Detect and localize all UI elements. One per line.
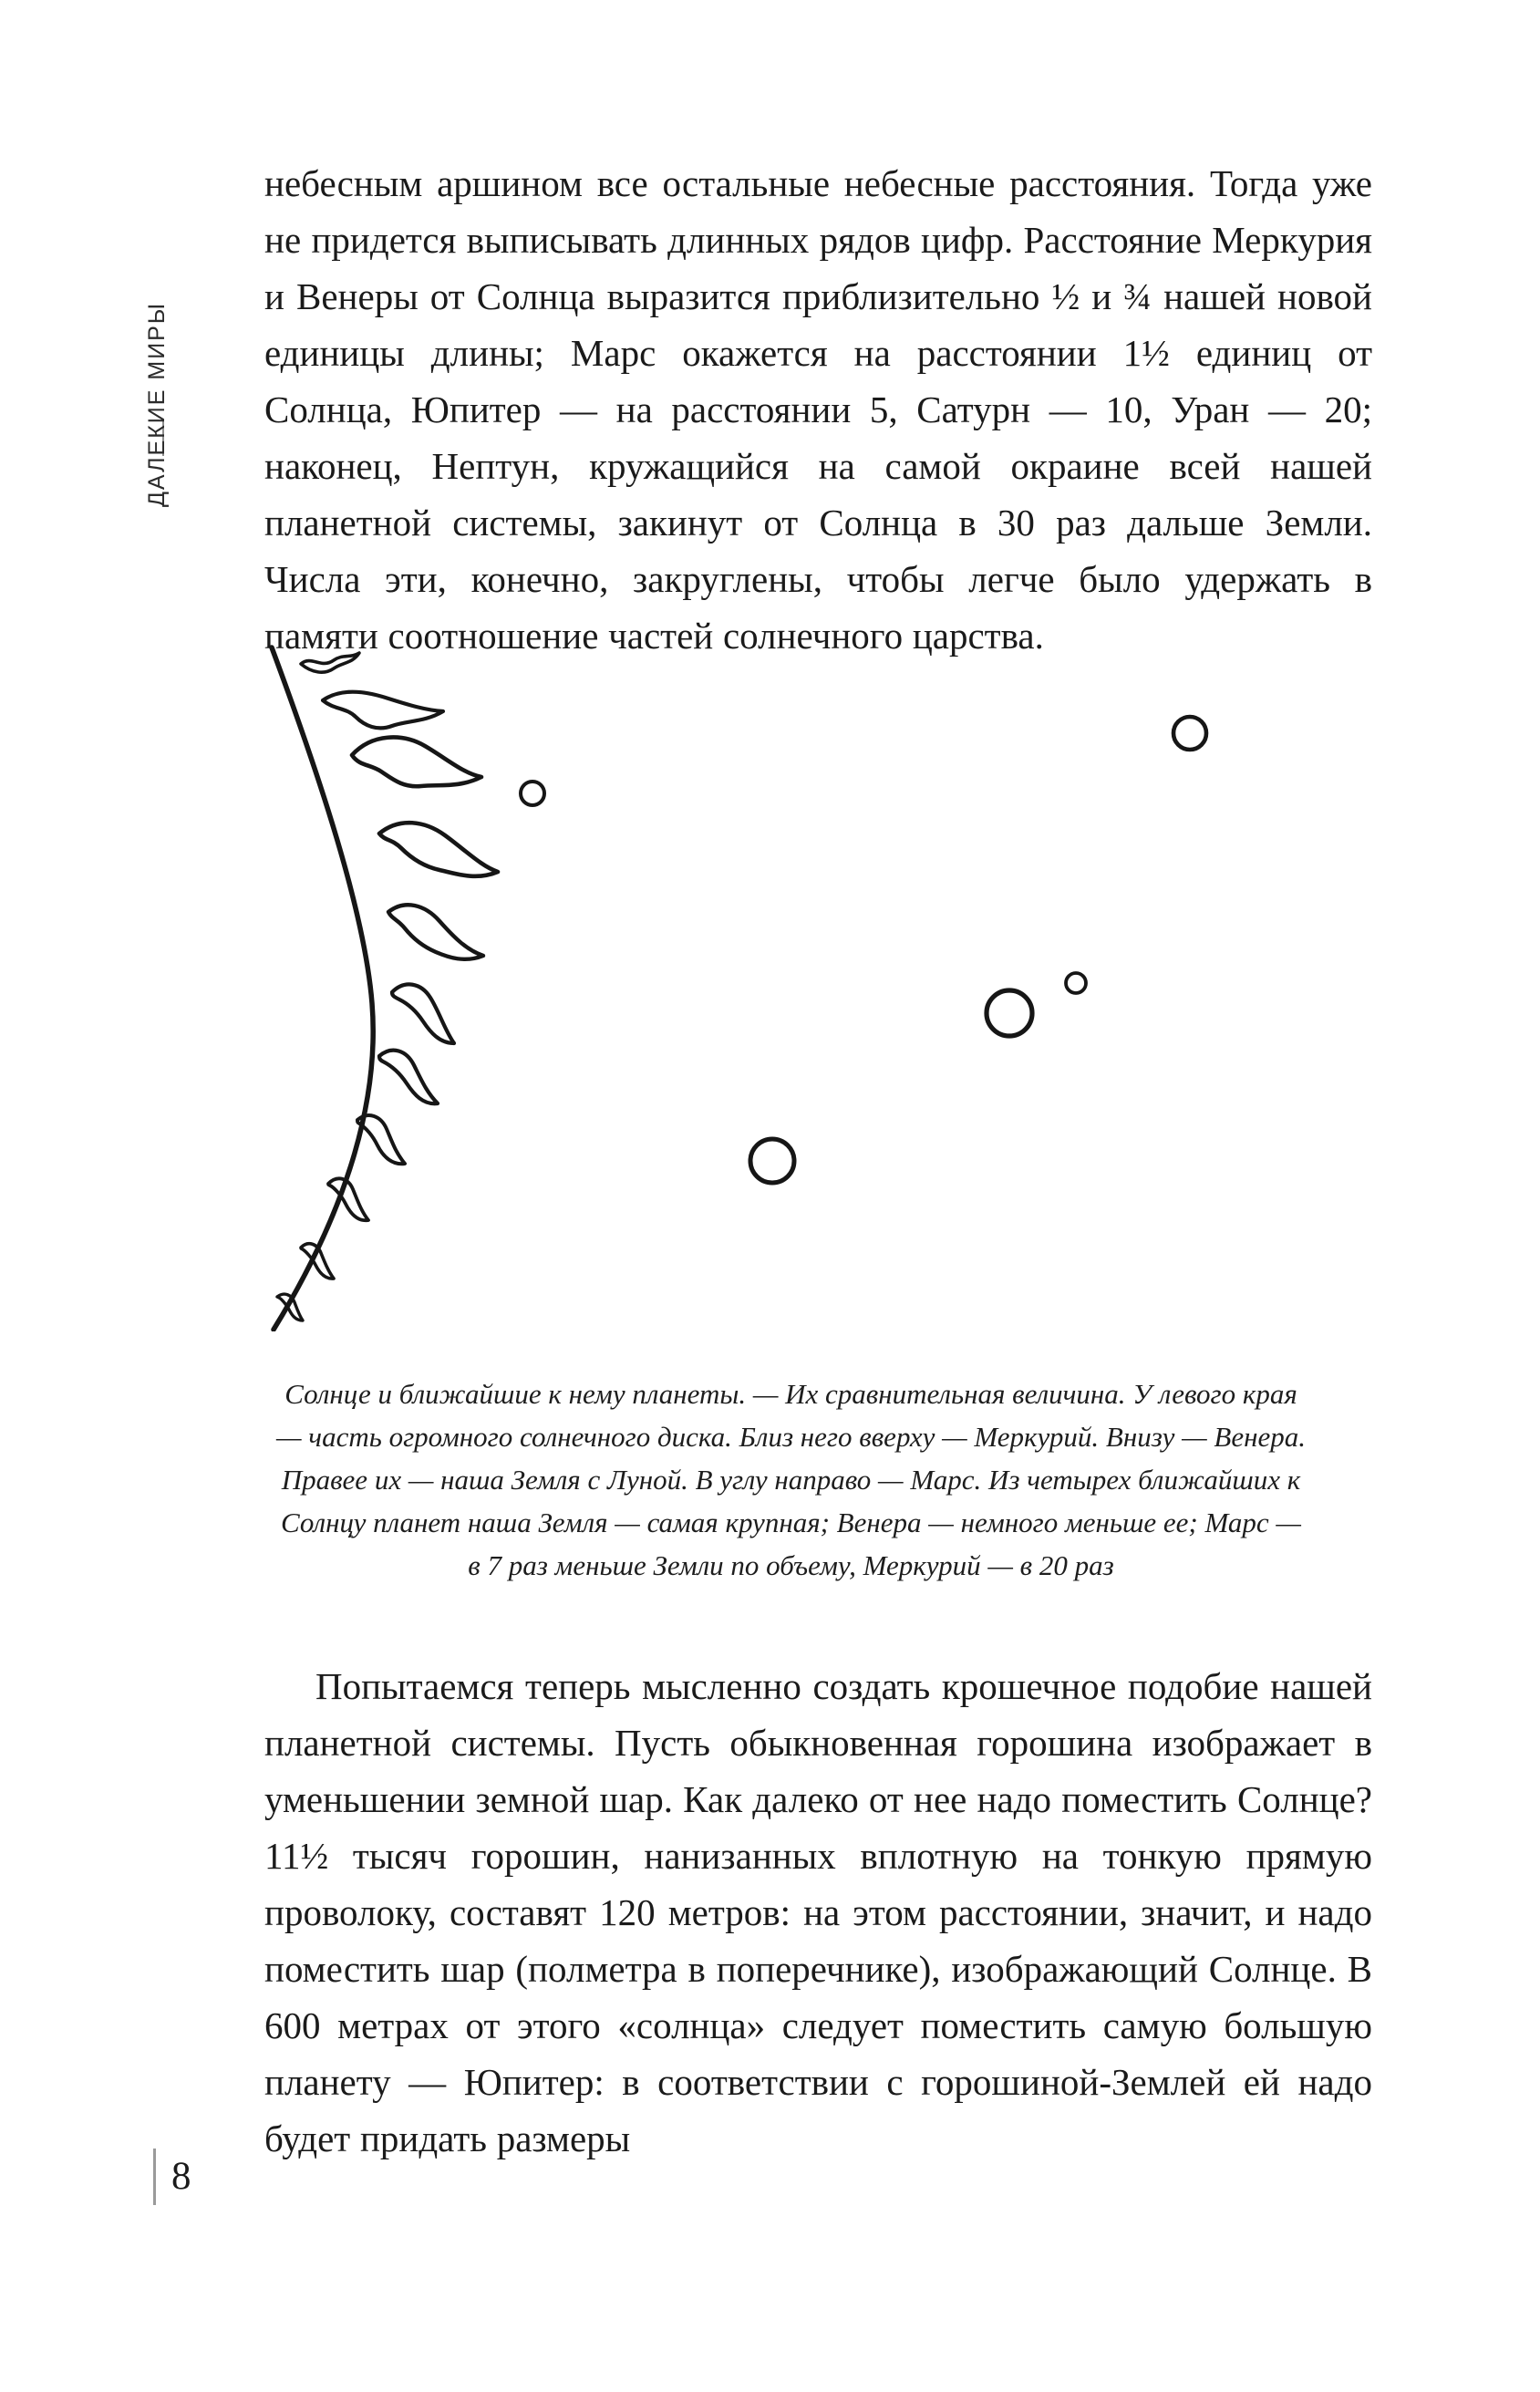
- prominence-2: [323, 692, 443, 729]
- prominence-4: [379, 823, 498, 876]
- planet-earth: [987, 990, 1032, 1036]
- planet-mercury: [521, 782, 544, 805]
- page-number: 8: [171, 2155, 191, 2198]
- figure-drawing: [264, 638, 1372, 1331]
- planet-venus: [750, 1139, 794, 1183]
- prominence-3: [352, 738, 481, 787]
- paragraph-new: Попытаемся теперь мысленно создать крошечное подобие нашей планетной системы. Пусть обыкновенная горошина изображает в уменьшении земной шар. Как далеко от нее надо поместить Солнце? 11½ тысяч горошин, нанизанных вплотную на тонкую прямую проволоку, составят 120 метров: на этом расстоянии, значит, и надо поместить шар (полметра в поперечнике), изображающий Солнце. В 600 метрах от этого «солнца» следует поместить самую большую планету — Юпитер: в соответствии с горошиной-Землей ей надо будет придать размеры: [264, 1665, 1372, 2159]
- running-head-label: ДАЛЕКИЕ МИРЫ: [144, 302, 170, 507]
- figure-caption: Солнце и ближайшие к нему планеты. — Их сравнительная величина. У левого края — часть огромного солнечного диска. Близ него вверху — Меркурий. Внизу — Венера. Правее их — наша Земля с Луной. В углу направо — Марс. Из четырех ближайших к Солнцу планет наша Земля — самая крупная; Венера — немного меньше ее; Марс — в 7 раз меньше Земли по объему, Меркурий — в 20 раз: [275, 1378, 1307, 1581]
- prominence-7: [379, 1051, 438, 1104]
- figure-solar-system-sizes: [264, 638, 1372, 1331]
- prominence-1: [301, 653, 359, 672]
- paragraph-continued: небесным аршином все остальные небесные расстояния. Тогда уже не придется выписывать длинных рядов цифр. Расстояние Меркурия и Венеры от Солнца выразится приблизительно ½ и ¾ нашей новой единицы длины; Марс окажется на расстоянии 1½ единиц от Солнца, Юпитер — на расстоянии 5, Сатурн — 10, Уран — 20; наконец, Нептун, кружащийся на самой окраине всей нашей планетной системы, закинут от Солнца в 30 раз дальше Земли. Числа эти, конечно, закруглены, чтобы легче было удержать в памяти соотношение частей солнечного царства.: [264, 162, 1372, 657]
- page-folio: [153, 2145, 191, 2209]
- moon: [1066, 973, 1086, 993]
- prominence-6: [392, 984, 454, 1043]
- planet-mars: [1173, 717, 1206, 750]
- folio-rule: [153, 2149, 156, 2205]
- body-column-top: [264, 155, 1372, 664]
- body-column-bottom: [264, 1658, 1372, 2167]
- prominence-5: [388, 905, 483, 959]
- running-head: [137, 302, 191, 894]
